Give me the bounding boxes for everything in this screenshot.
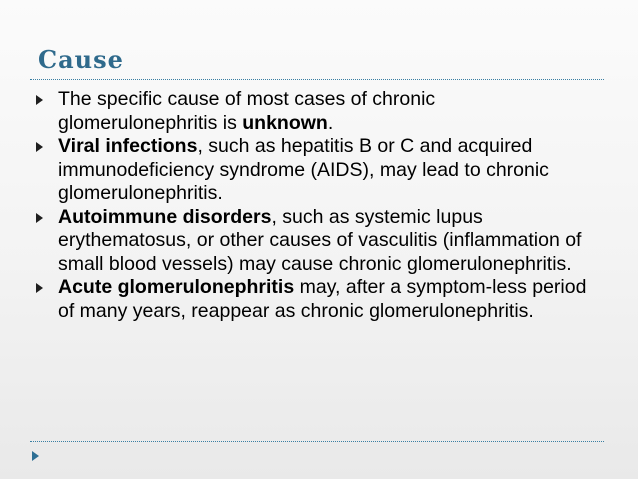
- bullet-segment: , such as hepatitis B or C and acquired immunodeficiency syndrome (AIDS), may lead to chronic glomerulonephritis.: [58, 135, 549, 204]
- triangle-right-icon: [36, 142, 43, 152]
- bullet-item: [34, 276, 594, 323]
- slide-title: Cause: [38, 45, 124, 74]
- bullet-emphasis: Acute glomerulonephritis: [58, 276, 295, 298]
- bullet-item: [34, 88, 594, 135]
- footer-divider: [30, 441, 604, 442]
- title-divider: [30, 79, 604, 80]
- bullet-text: [58, 276, 586, 322]
- bullet-emphasis: Autoimmune disorders: [58, 205, 272, 228]
- bullet-segment: .: [327, 111, 334, 134]
- triangle-right-icon: [36, 213, 43, 223]
- bullet-emphasis: unknown: [242, 111, 328, 134]
- triangle-right-icon: [36, 95, 43, 105]
- bullet-text: [58, 206, 581, 275]
- bullet-text: [58, 88, 435, 134]
- triangle-right-icon: [36, 283, 43, 293]
- bullet-emphasis: Viral infections: [58, 135, 198, 157]
- bullet-text: [58, 135, 549, 204]
- bullet-item: [34, 206, 594, 277]
- play-arrow-icon: [32, 451, 39, 461]
- bullet-segment: may, after a symptom-less period of many years, reappear as chronic glomerulonephritis.: [58, 276, 587, 322]
- bullet-list: [34, 88, 594, 323]
- bullet-segment: , such as systemic lupus erythematosus, or other causes of vasculitis (inflammation of small blood vessels) may cause chronic glomerulonephritis.: [58, 205, 582, 275]
- bullet-item: [34, 135, 594, 206]
- bullet-segment: The specific cause of most cases of chronic glomerulonephritis is: [58, 88, 436, 134]
